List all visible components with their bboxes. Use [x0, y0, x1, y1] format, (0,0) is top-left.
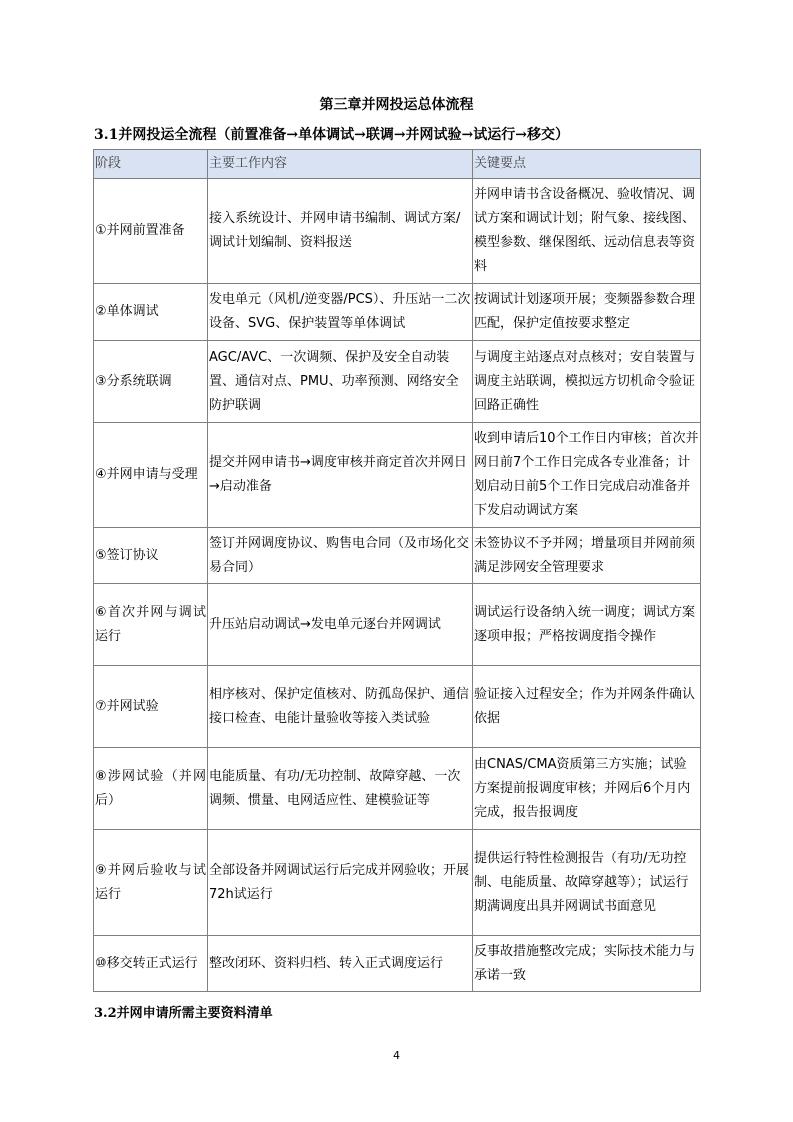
points-cell: 并网申请书含设备概况、验收情况、调试方案和调试计划；附气象、接线图、模型参数、继保图纸、远动信息表等资料	[473, 179, 701, 284]
header-stage: 阶段	[94, 150, 208, 179]
points-cell: 与调度主站逐点对点核对；安自装置与调度主站联调，模拟远方切机命令验证回路正确性	[473, 341, 701, 423]
work-cell: 升压站启动调试→发电单元逐台并网调试	[208, 584, 473, 666]
table-row	[94, 179, 701, 284]
header-points: 关键要点	[473, 150, 701, 179]
section-heading: 3.1并网投运全流程（前置准备→单体调试→联调→并网试验→试运行→移交）	[94, 127, 570, 143]
points-cell: 未签协议不予并网；增量项目并网前须满足涉网安全管理要求	[473, 528, 701, 584]
stage-cell: ①并网前置准备	[94, 179, 208, 284]
section-heading-2: 3.2并网申请所需主要资料清单	[94, 1006, 273, 1021]
points-cell: 按调试计划逐项开展；变频器参数合理匹配，保护定值按要求整定	[473, 284, 701, 341]
points-cell: 提供运行特性检测报告（有功/无功控制、电能质量、故障穿越等）；试运行期满调度出具并网调试书面意见	[473, 830, 701, 936]
header-work: 主要工作内容	[208, 150, 473, 179]
table-header-row	[94, 150, 701, 179]
work-cell: 提交并网申请书→调度审核并商定首次并网日→启动准备	[208, 423, 473, 528]
work-cell: 全部设备并网调试运行后完成并网验收；开展72h试运行	[208, 830, 473, 936]
table-row	[94, 423, 701, 528]
stage-cell: ⑧涉网试验（并网后）	[94, 748, 208, 830]
stage-cell: ②单体调试	[94, 284, 208, 341]
table-row	[94, 284, 701, 341]
stage-cell: ⑦并网试验	[94, 666, 208, 748]
process-table	[93, 149, 701, 992]
stage-cell: ④并网申请与受理	[94, 423, 208, 528]
stage-cell: ⑥首次并网与调试运行	[94, 584, 208, 666]
stage-cell: ⑤签订协议	[94, 528, 208, 584]
points-cell: 收到申请后10个工作日内审核；首次并网日前7个工作日完成各专业准备；计划启动日前5个工作日完成启动准备并下发启动调试方案	[473, 423, 701, 528]
stage-cell: ⑩移交转正式运行	[94, 936, 208, 992]
table-row	[94, 830, 701, 936]
table-row	[94, 584, 701, 666]
table-row	[94, 748, 701, 830]
stage-cell: ③分系统联调	[94, 341, 208, 423]
work-cell: 发电单元（风机/逆变器/PCS）、升压站一二次设备、SVG、保护装置等单体调试	[208, 284, 473, 341]
work-cell: AGC/AVC、一次调频、保护及安全自动装置、通信对点、PMU、功率预测、网络安全防护联调	[208, 341, 473, 423]
points-cell: 反事故措施整改完成；实际技术能力与承诺一致	[473, 936, 701, 992]
table-row	[94, 341, 701, 423]
points-cell: 调试运行设备纳入统一调度；调试方案逐项申报；严格按调度指令操作	[473, 584, 701, 666]
points-cell: 验证接入过程安全；作为并网条件确认依据	[473, 666, 701, 748]
chapter-title: 第三章并网投运总体流程	[319, 97, 474, 113]
work-cell: 签订并网调度协议、购售电合同（及市场化交易合同）	[208, 528, 473, 584]
points-cell: 由CNAS/CMA资质第三方实施；试验方案提前报调度审核；并网后6个月内完成，报告报调度	[473, 748, 701, 830]
page-number: 4	[393, 1049, 400, 1062]
work-cell: 接入系统设计、并网申请书编制、调试方案/调试计划编制、资料报送	[208, 179, 473, 284]
table-row	[94, 936, 701, 992]
table-row	[94, 666, 701, 748]
work-cell: 电能质量、有功/无功控制、故障穿越、一次调频、惯量、电网适应性、建模验证等	[208, 748, 473, 830]
table-row	[94, 528, 701, 584]
work-cell: 相序核对、保护定值核对、防孤岛保护、通信接口检查、电能计量验收等接入类试验	[208, 666, 473, 748]
work-cell: 整改闭环、资料归档、转入正式调度运行	[208, 936, 473, 992]
stage-cell: ⑨并网后验收与试运行	[94, 830, 208, 936]
